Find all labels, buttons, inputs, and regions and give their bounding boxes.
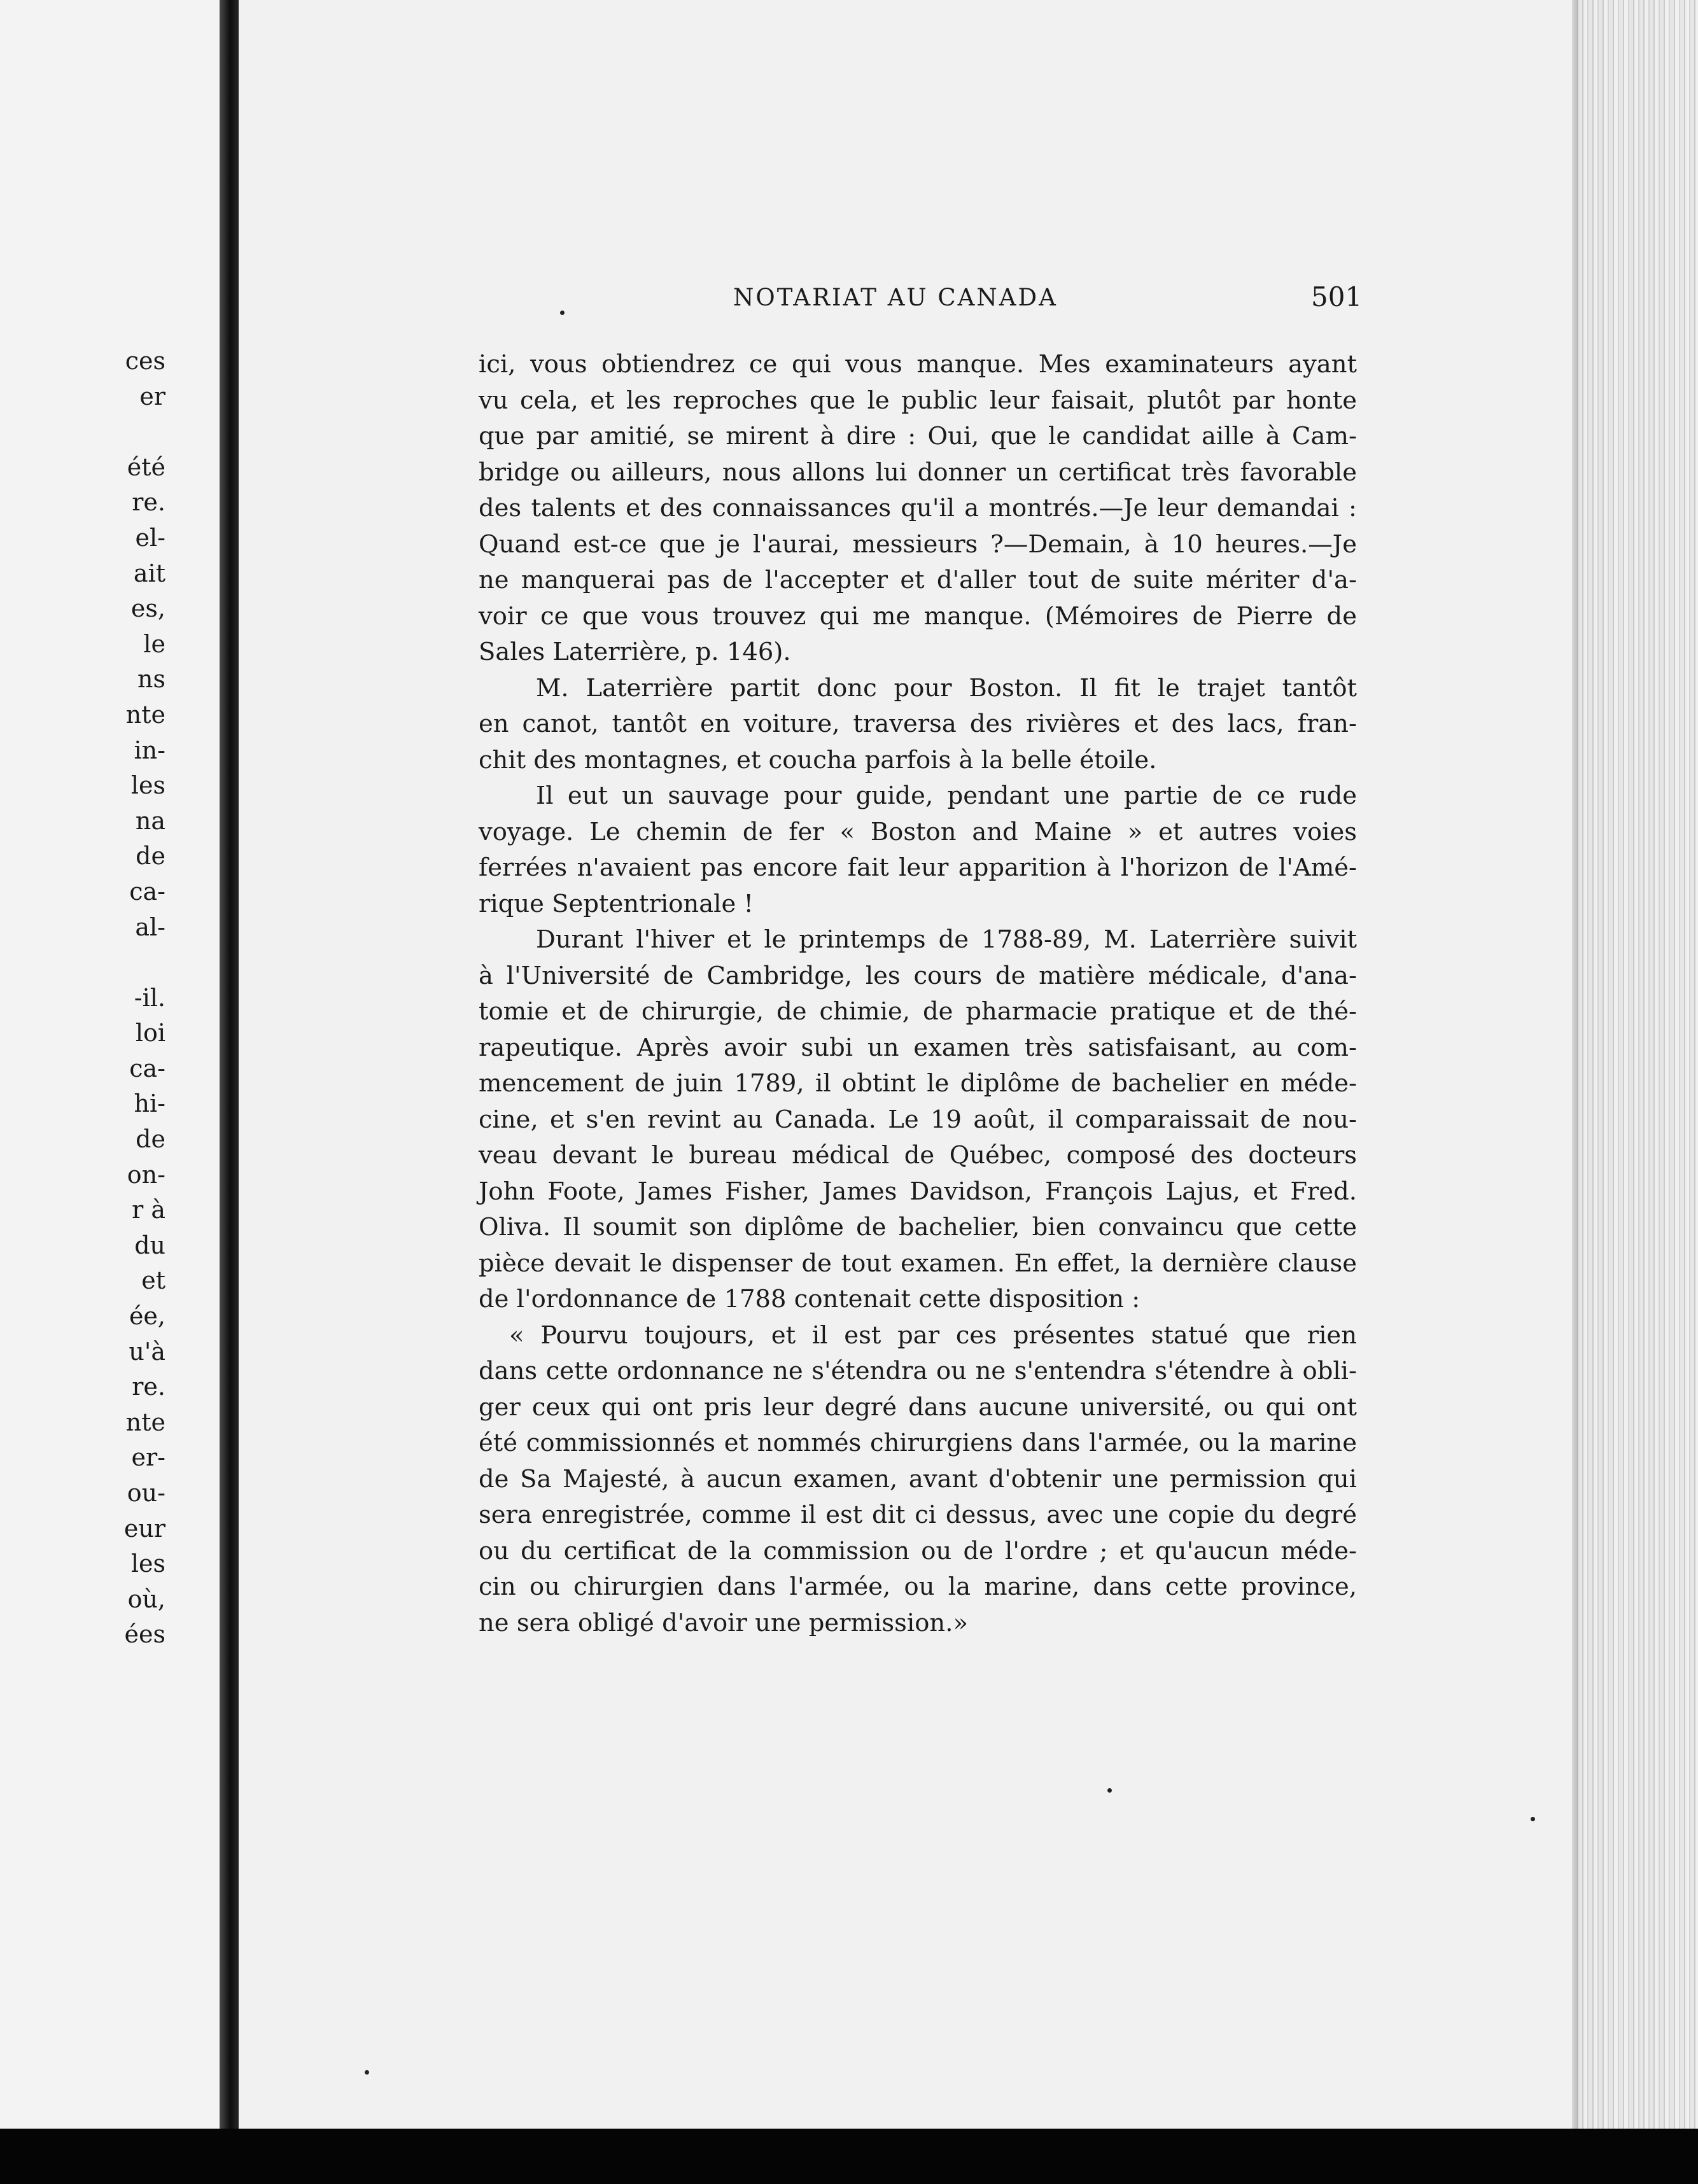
left-fragment (0, 945, 165, 981)
text-line: que par amitié, se mirent à dire : Oui, que le candidat aille à Cam- (479, 422, 1357, 451)
left-fragment: de (136, 1125, 165, 1154)
left-fragment: er (139, 382, 165, 410)
left-fragment: les (130, 1550, 165, 1578)
text-line: des talents et des connaissances qu'il a montrés.—Je leur demandai : (479, 494, 1357, 522)
text-line: voyage. Le chemin de fer « Boston and Maine » et autres voies (479, 817, 1357, 846)
left-fragment: es, (130, 594, 165, 623)
text-line: à l'Université de Cambridge, les cours de matière médicale, d'ana- (479, 961, 1357, 990)
text-line: ferrées n'avaient pas encore fait leur apparition à l'horizon de l'Amé- (479, 853, 1357, 882)
text-line: sera enregistrée, comme il est dit ci dessus, avec une copie du degré (479, 1501, 1357, 1529)
left-fragment: ait (133, 559, 165, 587)
text-line: de l'ordonnance de 1788 contenait cette disposition : (479, 1285, 1140, 1313)
body-text (479, 347, 1357, 1641)
text-line: Il eut un sauvage pour guide, pendant une partie de ce rude (536, 781, 1357, 810)
left-fragment: loi (135, 1019, 165, 1047)
text-line: veau devant le bureau médical de Québec, composé des docteurs (479, 1141, 1357, 1170)
text-line: pièce devait le dispenser de tout examen. En effet, la dernière clause (479, 1249, 1357, 1278)
text-line: voir ce que vous trouvez qui me manque. (Mémoires de Pierre de (479, 601, 1357, 631)
left-fragment: ou- (127, 1479, 165, 1507)
left-fragment (0, 414, 165, 450)
left-fragment: ns (137, 665, 165, 694)
left-fragment: al- (135, 913, 165, 941)
left-fragment: re. (132, 1373, 165, 1401)
left-fragment: na (135, 806, 165, 835)
stacked-page-edges (1578, 0, 1698, 2129)
text-line: été commissionnés et nommés chirurgiens dans l'armée, ou la marine (479, 1429, 1357, 1457)
text-line: cin ou chirurgien dans l'armée, ou la marine, dans cette province, (479, 1572, 1357, 1601)
scan-bottom-border (0, 2129, 1698, 2184)
text-line: bridge ou ailleurs, nous allons lui donner un certificat très favorable (479, 458, 1357, 487)
text-line: Durant l'hiver et le printemps de 1788-89, M. Laterrière suivit (536, 925, 1357, 954)
left-fragment: nte (125, 700, 165, 729)
left-fragment: ées (124, 1620, 165, 1649)
text-line: dans cette ordonnance ne s'étendra ou ne s'entendra s'étendre à obli- (479, 1357, 1357, 1385)
text-line: Quand est-ce que je l'aurai, messieurs ?—Demain, à 10 heures.—Je (479, 529, 1357, 559)
text-line: ici, vous obtiendrez ce qui vous manque. Mes examinateurs ayant (479, 350, 1357, 379)
text-line: mencement de juin 1789, il obtint le diplôme de bachelier en méde- (479, 1069, 1357, 1098)
left-fragment: du (134, 1231, 165, 1259)
text-line: de Sa Majesté, à aucun examen, avant d'obtenir une permission qui (479, 1464, 1357, 1494)
left-fragment: r à (132, 1196, 165, 1224)
ink-speck (365, 2070, 369, 2075)
text-line: M. Laterrière partit donc pour Boston. Il fit le trajet tantôt (536, 673, 1357, 703)
book-gutter (220, 0, 239, 2184)
left-fragment: et (141, 1266, 165, 1295)
text-line: Sales Laterrière, p. 146). (479, 638, 791, 666)
text-line: cine, et s'en revint au Canada. Le 19 août, il comparaissait de nou- (479, 1105, 1357, 1134)
ink-speck (1107, 1788, 1112, 1793)
left-fragment: nte (125, 1408, 165, 1436)
text-line: ou du certificat de la commission ou de l'ordre ; et qu'aucun méde- (479, 1536, 1357, 1565)
text-line: ger ceux qui ont pris leur degré dans aucune université, ou qui ont (479, 1392, 1357, 1422)
left-fragment: eur (123, 1514, 165, 1543)
left-fragment: on- (127, 1160, 165, 1189)
text-line: Oliva. Il soumit son diplôme de bachelier, bien convaincu que cette (479, 1213, 1357, 1242)
text-line: ne sera obligé d'avoir une permission.» (479, 1608, 969, 1637)
left-page-text-fragments (0, 344, 165, 1653)
text-line: rique Septentrionale ! (479, 889, 754, 918)
left-page (0, 0, 220, 2184)
left-fragment: ée, (129, 1302, 165, 1331)
text-line: John Foote, James Fisher, James Davidson, François Lajus, et Fred. (479, 1177, 1357, 1206)
text-line: ne manquerai pas de l'accepter et d'aller tout de suite mériter d'a- (479, 566, 1357, 594)
left-fragment: le (143, 629, 165, 658)
left-fragment: el- (135, 523, 165, 552)
left-fragment: -il. (134, 983, 165, 1012)
left-fragment: ces (125, 347, 165, 375)
text-line: en canot, tantôt en voiture, traversa des rivières et des lacs, fran- (479, 710, 1357, 738)
text-line: chit des montagnes, et coucha parfois à la belle étoile. (479, 745, 1157, 774)
left-fragment: er- (131, 1443, 165, 1472)
text-line: « Pourvu toujours, et il est par ces présentes statué que rien (509, 1320, 1357, 1350)
ink-speck (560, 311, 565, 315)
text-line: tomie et de chirurgie, de chimie, de pharmacie pratique et de thé- (479, 997, 1357, 1026)
left-fragment: re. (132, 488, 165, 517)
left-fragment: hi- (134, 1089, 165, 1118)
left-fragment: u'à (129, 1337, 165, 1366)
left-fragment: été (127, 452, 165, 481)
left-fragment: ca- (129, 1054, 165, 1082)
left-fragment: in- (134, 736, 165, 764)
page-number: 501 (1311, 281, 1363, 312)
ink-speck (1531, 1817, 1535, 1821)
left-fragment: de (136, 842, 165, 871)
text-line: vu cela, et les reproches que le public leur faisait, plutôt par honte (479, 386, 1357, 415)
left-fragment: où, (127, 1585, 165, 1613)
running-head: NOTARIAT AU CANADA (733, 284, 1058, 311)
text-line: rapeutique. Après avoir subi un examen très satisfaisant, au com- (479, 1033, 1357, 1062)
left-fragment: les (130, 771, 165, 800)
left-fragment: ca- (129, 877, 165, 906)
